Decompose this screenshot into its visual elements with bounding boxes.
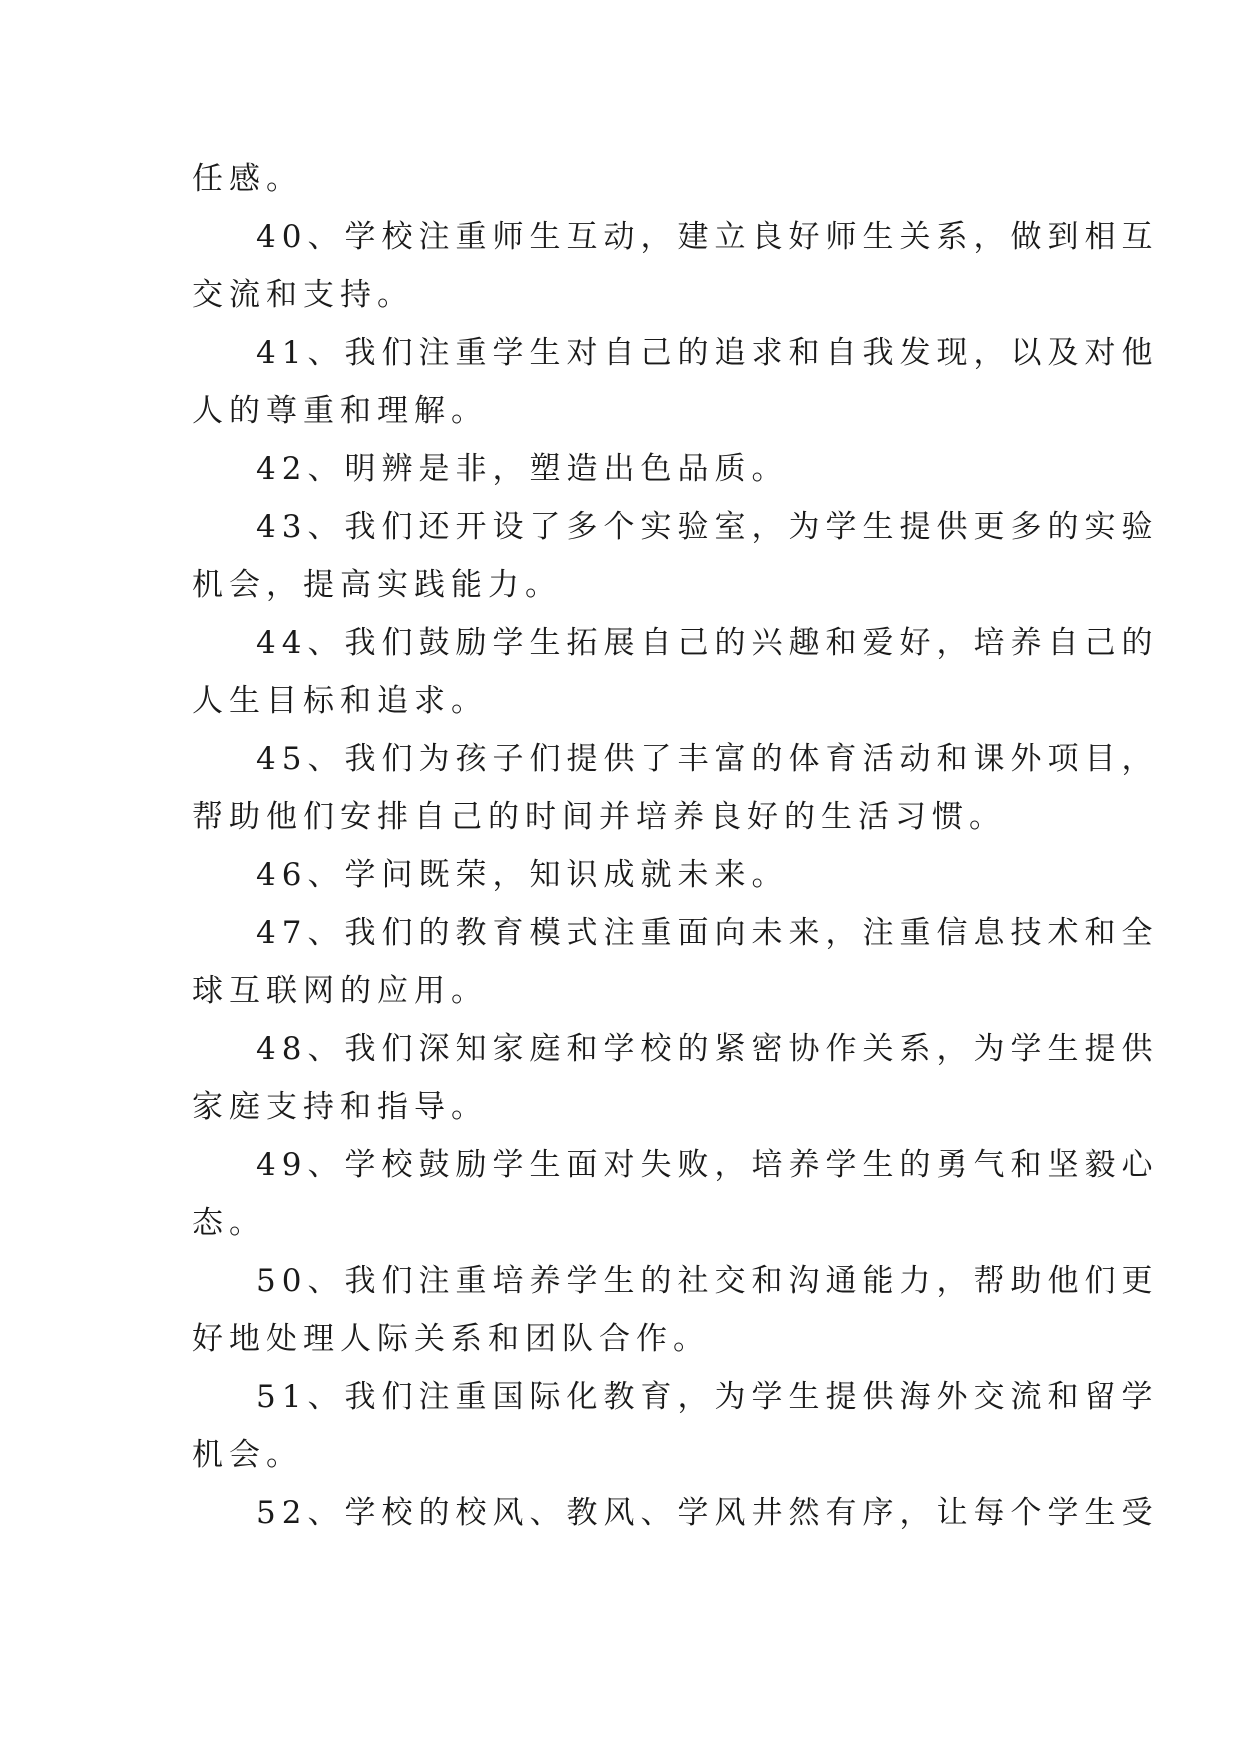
text-line: 42、明辨是非，塑造出色品质。 — [256, 451, 789, 487]
text-line: 50、我们注重培养学生的社交和沟通能力，帮助他们更 — [256, 1263, 1159, 1299]
text-line: 好地处理人际关系和团队合作。 — [192, 1321, 710, 1357]
text-line: 态。 — [192, 1205, 266, 1241]
text-line: 人的尊重和理解。 — [192, 393, 488, 429]
text-line: 任感。 — [192, 161, 303, 197]
text-line: 51、我们注重国际化教育，为学生提供海外交流和留学 — [256, 1379, 1159, 1415]
text-line: 52、学校的校风、教风、学风井然有序，让每个学生受 — [256, 1495, 1159, 1531]
text-line: 机会。 — [192, 1437, 303, 1473]
text-line: 交流和支持。 — [192, 277, 414, 313]
text-line: 47、我们的教育模式注重面向未来，注重信息技术和全 — [256, 915, 1159, 951]
document-page — [192, 150, 1159, 1542]
text-line: 43、我们还开设了多个实验室，为学生提供更多的实验 — [256, 509, 1159, 545]
text-line: 家庭支持和指导。 — [192, 1089, 488, 1125]
text-line: 41、我们注重学生对自己的追求和自我发现，以及对他 — [256, 335, 1159, 371]
text-line: 46、学问既荣，知识成就未来。 — [256, 857, 789, 893]
text-line: 球互联网的应用。 — [192, 973, 488, 1009]
text-line: 44、我们鼓励学生拓展自己的兴趣和爱好，培养自己的 — [256, 625, 1159, 661]
text-line: 40、学校注重师生互动，建立良好师生关系，做到相互 — [256, 219, 1159, 255]
text-line: 机会，提高实践能力。 — [192, 567, 562, 603]
text-line: 48、我们深知家庭和学校的紧密协作关系，为学生提供 — [256, 1031, 1159, 1067]
text-line: 人生目标和追求。 — [192, 683, 488, 719]
text-line: 45、我们为孩子们提供了丰富的体育活动和课外项目， — [256, 741, 1159, 777]
text-line: 帮助他们安排自己的时间并培养良好的生活习惯。 — [192, 799, 1006, 835]
text-line: 49、学校鼓励学生面对失败，培养学生的勇气和坚毅心 — [256, 1147, 1159, 1183]
